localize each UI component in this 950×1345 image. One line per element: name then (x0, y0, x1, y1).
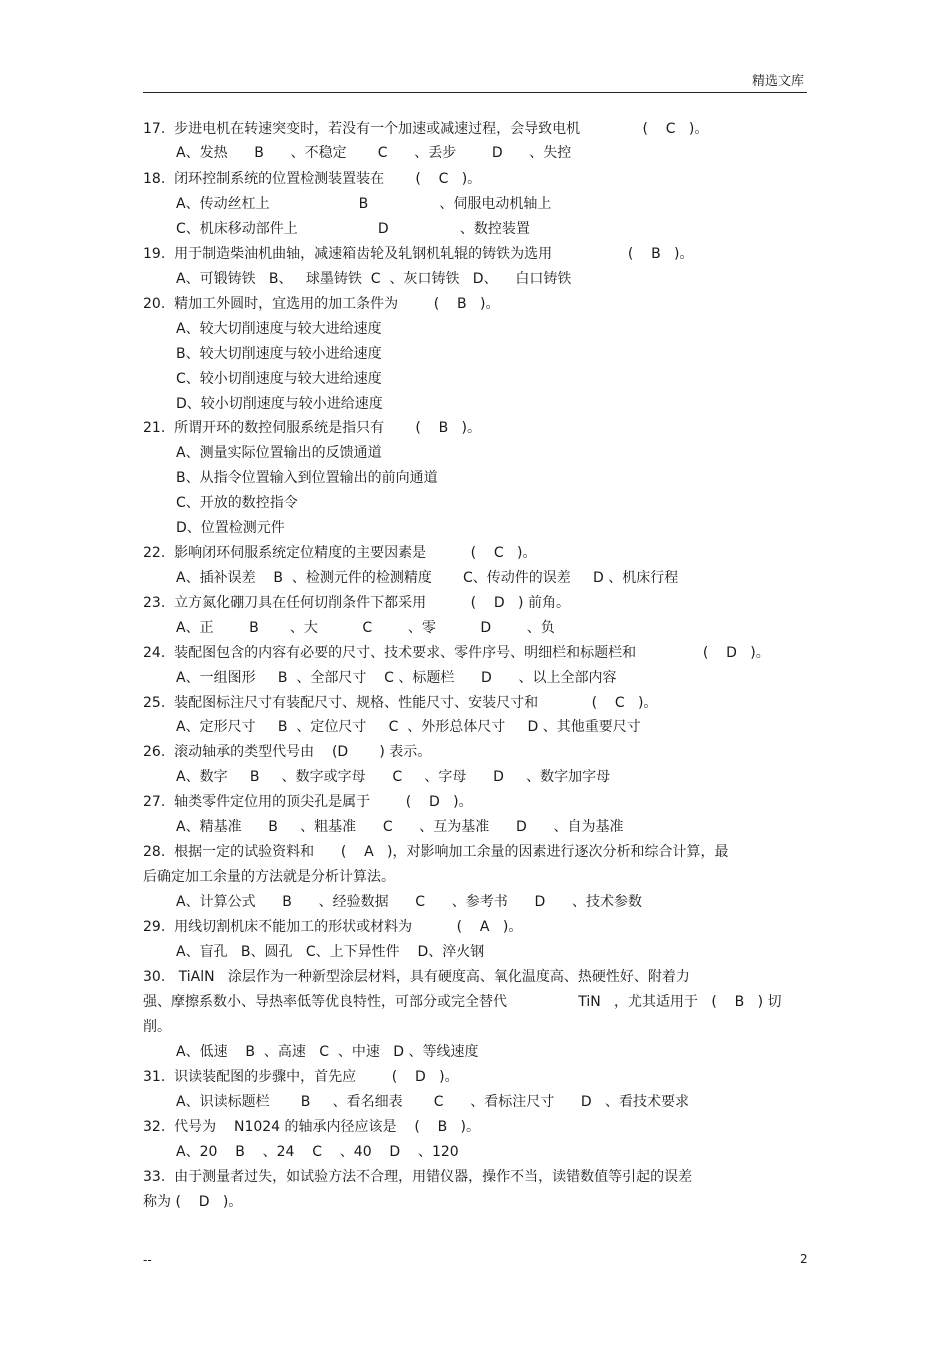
text-line: 26. 滚动轴承的类型代号由 (D ) 表示。 (143, 744, 432, 760)
text-line: A、可锻铸铁 B、 球墨铸铁 C 、灰口铸铁 D、 白口铸铁 (176, 271, 572, 287)
text-line: A、测量实际位置输出的反馈通道 (176, 445, 382, 461)
text-line: A、较大切削速度与较大进给速度 (176, 321, 382, 337)
text-line: 19. 用于制造柴油机曲轴，减速箱齿轮及轧钢机轧辊的铸铁为选用 ( B )。 (143, 246, 694, 262)
text-line: C、开放的数控指令 (176, 495, 298, 511)
text-line: 18. 闭环控制系统的位置检测装置装在 ( C )。 (143, 171, 482, 187)
text-line: 25. 装配图标注尺寸有装配尺寸、规格、性能尺寸、安装尺寸和 ( C )。 (143, 695, 658, 711)
text-line: 33. 由于测量者过失，如试验方法不合理，用错仪器，操作不当，读错数值等引起的误差 (143, 1169, 693, 1185)
text-line: 32. 代号为 N1024 的轴承内径应该是 ( B )。 (143, 1119, 480, 1135)
text-line: 20. 精加工外圆时，宜选用的加工条件为 ( B )。 (143, 296, 500, 312)
text-line: 21. 所谓开环的数控伺服系统是指只有 ( B )。 (143, 420, 481, 436)
text-line: 29. 用线切割机床不能加工的形状或材料为 ( A )。 (143, 919, 523, 935)
header-rule (143, 92, 807, 93)
text-line: C、较小切削速度与较大进给速度 (176, 371, 382, 387)
text-line: 削。 (143, 1019, 171, 1035)
text-line: 30. TiAlN 涂层作为一种新型涂层材料，具有硬度高、氧化温度高、热硬性好、附着力 (143, 969, 690, 985)
text-line: 17. 步进电机在转速突变时，若没有一个加速或减速过程，会导致电机 ( C )。 (143, 121, 709, 137)
text-line: 24. 装配图包含的内容有必要的尺寸、技术要求、零件序号、明细栏和标题栏和 ( D )。 (143, 645, 770, 661)
text-line: A、计算公式 B 、经验数据 C 、参考书 D 、技术参数 (176, 894, 642, 910)
text-line: 27. 轴类零件定位用的顶尖孔是属于 ( D )。 (143, 794, 473, 810)
footer-left: -- (143, 1253, 152, 1267)
text-line: B、较大切削速度与较小进给速度 (176, 346, 382, 362)
text-line: 称为 ( D )。 (143, 1194, 243, 1210)
page-number: 2 (800, 1252, 808, 1266)
text-line: 31. 识读装配图的步骤中，首先应 ( D )。 (143, 1069, 459, 1085)
text-line: 后确定加工余量的方法就是分析计算法。 (143, 869, 395, 885)
text-line: B、从指令位置输入到位置输出的前向通道 (176, 470, 438, 486)
text-line: D、较小切削速度与较小进给速度 (176, 396, 383, 412)
text-line: A、一组图形 B 、全部尺寸 C 、标题栏 D 、以上全部内容 (176, 670, 617, 686)
text-line: A、插补误差 B 、检测元件的检测精度 C、传动件的误差 D 、机床行程 (176, 570, 679, 586)
text-line: A、数字 B 、数字或字母 C 、字母 D 、数字加字母 (176, 769, 611, 785)
text-line: A、传动丝杠上 B 、伺服电动机轴上 (176, 196, 552, 212)
text-line: D、位置检测元件 (176, 520, 285, 536)
text-line: 28. 根据一定的试验资料和 ( A )，对影响加工余量的因素进行逐次分析和综合计算，最 (143, 844, 729, 860)
text-line: A、识读标题栏 B 、看名细表 C 、看标注尺寸 D 、看技术要求 (176, 1094, 690, 1110)
text-line: C、机床移动部件上 D 、数控装置 (176, 221, 530, 237)
text-line: A、发热 B 、不稳定 C 、丢步 D 、失控 (176, 145, 572, 161)
text-line: 强、摩擦系数小、导热率低等优良特性，可部分或完全替代 TiN ，尤其适用于 ( B ) 切 (143, 994, 782, 1010)
header-title: 精选文库 (751, 74, 804, 89)
text-line: 22. 影响闭环伺服系统定位精度的主要因素是 ( C )。 (143, 545, 537, 561)
text-line: A、低速 B 、高速 C 、中速 D 、等线速度 (176, 1044, 479, 1060)
text-line: A、定形尺寸 B 、定位尺寸 C 、外形总体尺寸 D 、其他重要尺寸 (176, 719, 641, 735)
text-line: 23. 立方氮化硼刀具在任何切削条件下都采用 ( D ) 前角。 (143, 595, 570, 611)
text-line: A、正 B 、大 C 、零 D 、负 (176, 620, 555, 636)
text-line: A、20 B 、24 C 、40 D 、120 (176, 1144, 459, 1160)
text-line: A、精基准 B 、粗基准 C 、互为基准 D 、自为基准 (176, 819, 624, 835)
text-line: A、盲孔 B、圆孔 C、上下异性件 D、淬火钢 (176, 944, 485, 960)
